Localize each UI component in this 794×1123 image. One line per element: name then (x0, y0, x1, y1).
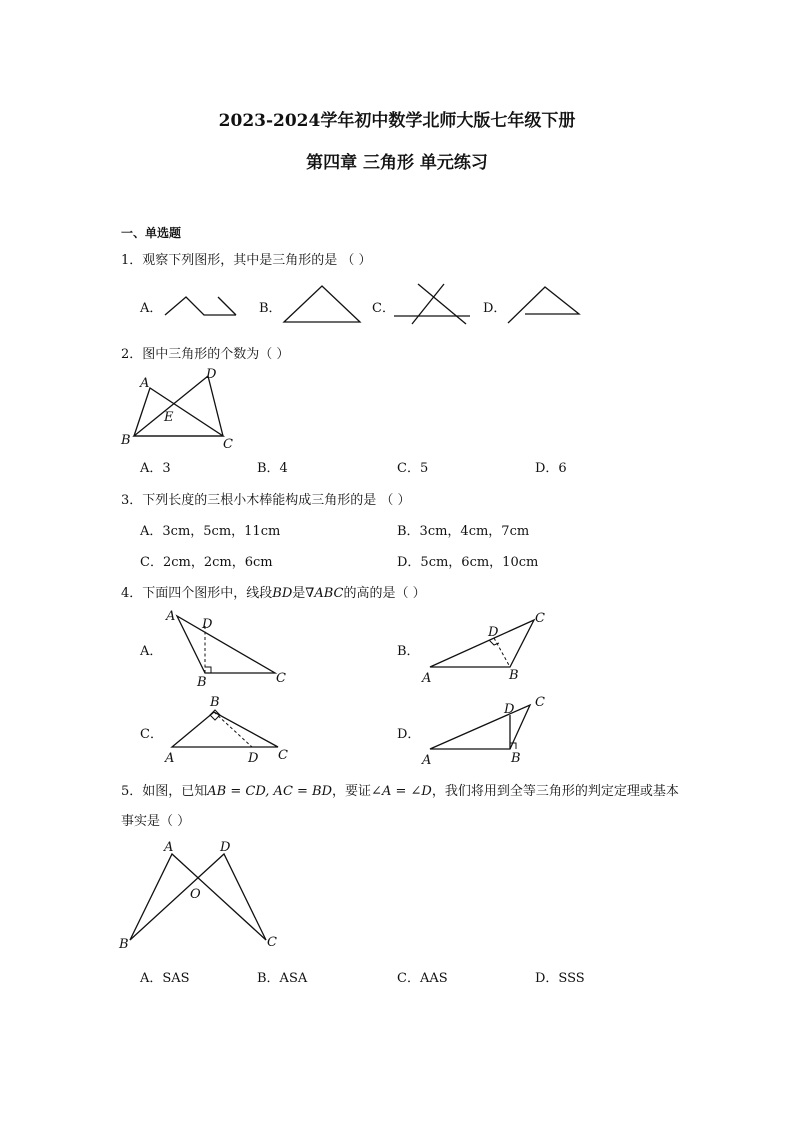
q4c-label-c: C (278, 748, 288, 763)
question-5-stem: 5．如图，已知AB = CD, AC = BD，要证∠A = ∠D，我们将用到全等三角形的判定定理或基本 (121, 784, 679, 799)
q4c-label-d: D (248, 751, 259, 766)
question-4-stem: 4．下面四个图形中，线段BD是∇ABC的高的是（ ） (121, 586, 426, 601)
q5-figure (116, 836, 286, 954)
q4d-label-b: B (511, 751, 521, 766)
q4b-label-a: A (422, 671, 432, 686)
q4-figure-a (160, 606, 295, 688)
q4-option-b-label: B． (397, 644, 420, 659)
q4c-label-a: A (165, 751, 175, 766)
q5-option-d: D．SSS (535, 971, 585, 986)
q5-option-a: A．SAS (140, 971, 190, 986)
q4b-label-d: D (488, 625, 499, 640)
q5-label-d: D (220, 840, 231, 855)
q1-option-a-label: A． (140, 301, 163, 316)
q5-option-c: C．AAS (397, 971, 448, 986)
q4-option-d-label: D． (397, 727, 421, 742)
q1-option-b-label: B． (259, 301, 282, 316)
q1-figure-b (280, 282, 365, 326)
q2-figure (118, 366, 248, 450)
q4-option-c-label: C． (140, 727, 163, 742)
document-subtitle: 第四章 三角形 单元练习 (306, 153, 488, 173)
q4a-label-a: A (166, 609, 176, 624)
q4a-label-d: D (202, 617, 213, 632)
q5-option-b: B．ASA (257, 971, 308, 986)
q4d-label-a: A (422, 753, 432, 768)
q5-label-b: B (119, 937, 129, 952)
question-2-stem: 2．图中三角形的个数为（ ） (121, 347, 290, 362)
q2-option-b: B．4 (257, 461, 288, 476)
q2-label-b: B (121, 433, 131, 448)
section-heading: 一、单选题 (121, 226, 182, 240)
q5-label-o: O (190, 887, 201, 902)
q5-label-a: A (164, 840, 174, 855)
q1-option-d-label: D． (483, 301, 507, 316)
q2-label-e: E (164, 410, 174, 425)
q3-option-d: D．5cm，6cm，10cm (397, 555, 539, 570)
q3-option-a: A．3cm，5cm，11cm (140, 524, 281, 539)
document-title: 2023-2024学年初中数学北师大版七年级下册 (218, 111, 576, 131)
question-3-stem: 3．下列长度的三根小木棒能构成三角形的是 （ ） (121, 493, 411, 508)
q4d-label-c: C (535, 695, 545, 710)
q4-option-a-label: A． (140, 644, 163, 659)
q4d-label-d: D (504, 702, 515, 717)
q4b-label-b: B (509, 668, 519, 683)
q1-figure-c (392, 282, 472, 328)
q2-option-c: C．5 (397, 461, 429, 476)
q2-label-c: C (223, 437, 233, 452)
q4-figure-d (418, 692, 558, 770)
q1-option-c-label: C． (372, 301, 395, 316)
q1-figure-d (505, 284, 581, 326)
q2-label-a: A (140, 376, 150, 391)
q4-figure-b (418, 606, 558, 688)
q4c-label-b: B (210, 695, 220, 710)
q3-option-b: B．3cm，4cm，7cm (397, 524, 530, 539)
q4a-label-c: C (276, 671, 286, 686)
q2-label-d: D (206, 367, 217, 382)
q2-option-a: A．3 (140, 461, 171, 476)
question-1-stem: 1．观察下列图形，其中是三角形的是 （ ） (121, 253, 372, 268)
q3-option-c: C．2cm，2cm，6cm (140, 555, 273, 570)
q5-label-c: C (267, 935, 277, 950)
q4b-label-c: C (535, 611, 545, 626)
question-5-stem-line2: 事实是（ ） (121, 814, 191, 829)
q2-option-d: D．6 (535, 461, 567, 476)
q4a-label-b: B (197, 675, 207, 690)
q4-figure-c (160, 692, 300, 770)
q1-figure-a (160, 292, 240, 320)
